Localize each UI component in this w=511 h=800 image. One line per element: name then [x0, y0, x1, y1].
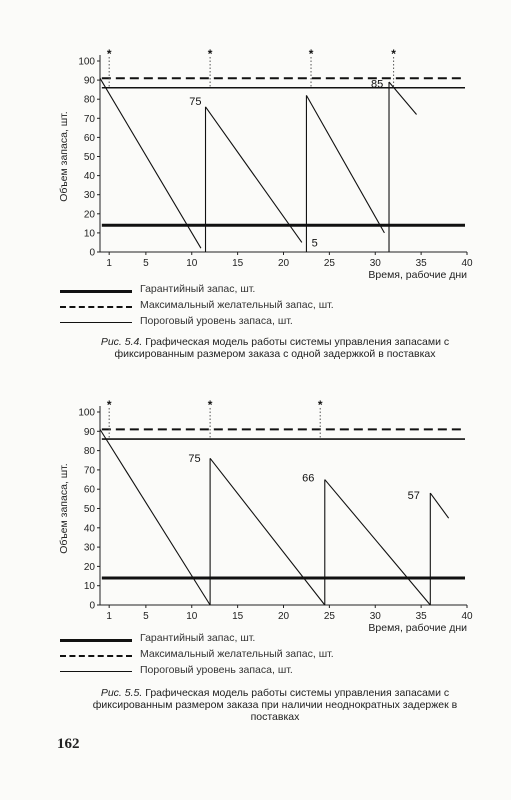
- y-tick-label: 20: [83, 209, 95, 221]
- y-tick-label: 50: [83, 152, 95, 163]
- x-tick-label: 20: [277, 611, 290, 622]
- data-label: 66: [302, 472, 315, 485]
- x-tick-label: 40: [461, 611, 473, 622]
- x-tick-label: 25: [323, 611, 335, 622]
- caption-text: Графическая модель работы системы управления запасами с фиксированным размером заказа с одной задержкой в поставках: [114, 336, 450, 360]
- legend-item-guarantee: [60, 283, 480, 299]
- legend-item-threshold: [60, 664, 480, 680]
- y-axis-label: Объем запаса, шт.: [58, 111, 70, 202]
- legend-item-threshold: [60, 315, 480, 331]
- x-tick-label: 10: [186, 258, 198, 269]
- y-tick-label: 80: [83, 94, 95, 106]
- y-tick-label: 60: [83, 484, 95, 496]
- y-tick-label: 0: [89, 247, 95, 259]
- y-tick-label: 30: [83, 542, 95, 554]
- x-tick-label: 1: [106, 611, 112, 622]
- y-tick-label: 90: [83, 75, 95, 87]
- x-axis-label: Время, рабочие дни: [368, 269, 467, 281]
- chart-5-4: [0, 0, 511, 290]
- order-marker-symbol: *: [106, 398, 112, 412]
- x-tick-label: 15: [232, 611, 244, 622]
- y-tick-label: 0: [89, 600, 95, 612]
- y-tick-label: 60: [83, 132, 95, 144]
- legend-label-guarantee: Гарантийный запас, шт.: [140, 632, 256, 644]
- x-tick-label: 1: [106, 258, 112, 269]
- x-tick-label: 15: [232, 258, 244, 269]
- figure-5-5: [0, 395, 511, 735]
- chart-5-5: [0, 395, 511, 640]
- stock-level-segment: [389, 82, 417, 114]
- order-marker-symbol: *: [317, 398, 323, 412]
- y-tick-label: 80: [83, 446, 95, 458]
- y-tick-label: 40: [83, 523, 95, 535]
- x-tick-label: 35: [415, 611, 427, 622]
- stock-level-segment: [100, 78, 201, 248]
- y-tick-label: 70: [83, 113, 95, 125]
- figure-caption-5-5: [70, 687, 480, 723]
- figure-caption-5-4: [70, 336, 480, 360]
- y-tick-label: 100: [78, 407, 95, 419]
- order-marker-symbol: *: [391, 47, 396, 61]
- legend-label-threshold: Пороговый уровень запаса, шт.: [140, 664, 293, 676]
- legend-5-5: [60, 632, 480, 680]
- figure-5-4: [0, 0, 511, 380]
- x-tick-label: 5: [143, 258, 149, 269]
- x-tick-label: 5: [143, 611, 149, 622]
- x-axis-label: Время, рабочие дни: [368, 622, 467, 634]
- y-tick-label: 50: [83, 504, 95, 515]
- x-tick-label: 30: [369, 611, 381, 622]
- order-marker-symbol: *: [207, 47, 213, 61]
- y-tick-label: 20: [83, 561, 95, 573]
- data-label: 57: [407, 489, 420, 502]
- data-label: 5: [311, 237, 318, 250]
- x-tick-label: 10: [186, 611, 198, 622]
- stock-level-segment: [206, 107, 302, 243]
- y-axis-label: Объем запаса, шт.: [58, 463, 70, 554]
- y-tick-label: 70: [83, 465, 95, 477]
- x-tick-label: 35: [415, 258, 427, 269]
- data-label: 75: [189, 95, 202, 108]
- legend-swatch-max: [60, 306, 132, 308]
- legend-label-max: Максимальный желательный запас, шт.: [140, 648, 334, 660]
- legend-5-4: [60, 283, 480, 331]
- stock-level-segment: [430, 493, 448, 518]
- legend-label-threshold: Пороговый уровень запаса, шт.: [140, 315, 293, 327]
- legend-swatch-threshold: [60, 322, 132, 323]
- y-tick-label: 100: [78, 56, 95, 68]
- legend-item-max: [60, 299, 480, 315]
- y-tick-label: 40: [83, 171, 95, 183]
- y-tick-label: 10: [83, 581, 95, 593]
- legend-swatch-max: [60, 655, 132, 657]
- order-marker-symbol: *: [308, 47, 314, 61]
- legend-swatch-guarantee: [60, 639, 132, 642]
- order-marker-symbol: *: [106, 47, 112, 61]
- x-tick-label: 20: [277, 258, 290, 269]
- x-tick-label: 30: [369, 258, 381, 269]
- legend-swatch-threshold: [60, 671, 132, 672]
- page-number: 162: [57, 736, 80, 752]
- stock-level-segment: [306, 95, 384, 233]
- y-tick-label: 30: [83, 190, 95, 202]
- caption-label: Рис. 5.4.: [100, 336, 143, 348]
- data-label: 75: [188, 453, 201, 466]
- data-label: 85: [370, 78, 384, 91]
- legend-swatch-guarantee: [60, 290, 132, 293]
- order-marker-symbol: *: [207, 398, 213, 412]
- caption-label: Рис. 5.5.: [100, 687, 143, 699]
- legend-label-max: Максимальный желательный запас, шт.: [140, 299, 334, 311]
- legend-item-max: [60, 648, 480, 664]
- x-tick-label: 40: [461, 258, 473, 269]
- x-tick-label: 25: [323, 258, 335, 269]
- legend-label-guarantee: Гарантийный запас, шт.: [140, 283, 256, 295]
- caption-text: Графическая модель работы системы управления запасами с фиксированным размером заказа при наличии неоднократных задержек в поставках: [92, 687, 458, 723]
- y-tick-label: 90: [83, 426, 95, 438]
- y-tick-label: 10: [83, 228, 95, 240]
- legend-item-guarantee: [60, 632, 480, 648]
